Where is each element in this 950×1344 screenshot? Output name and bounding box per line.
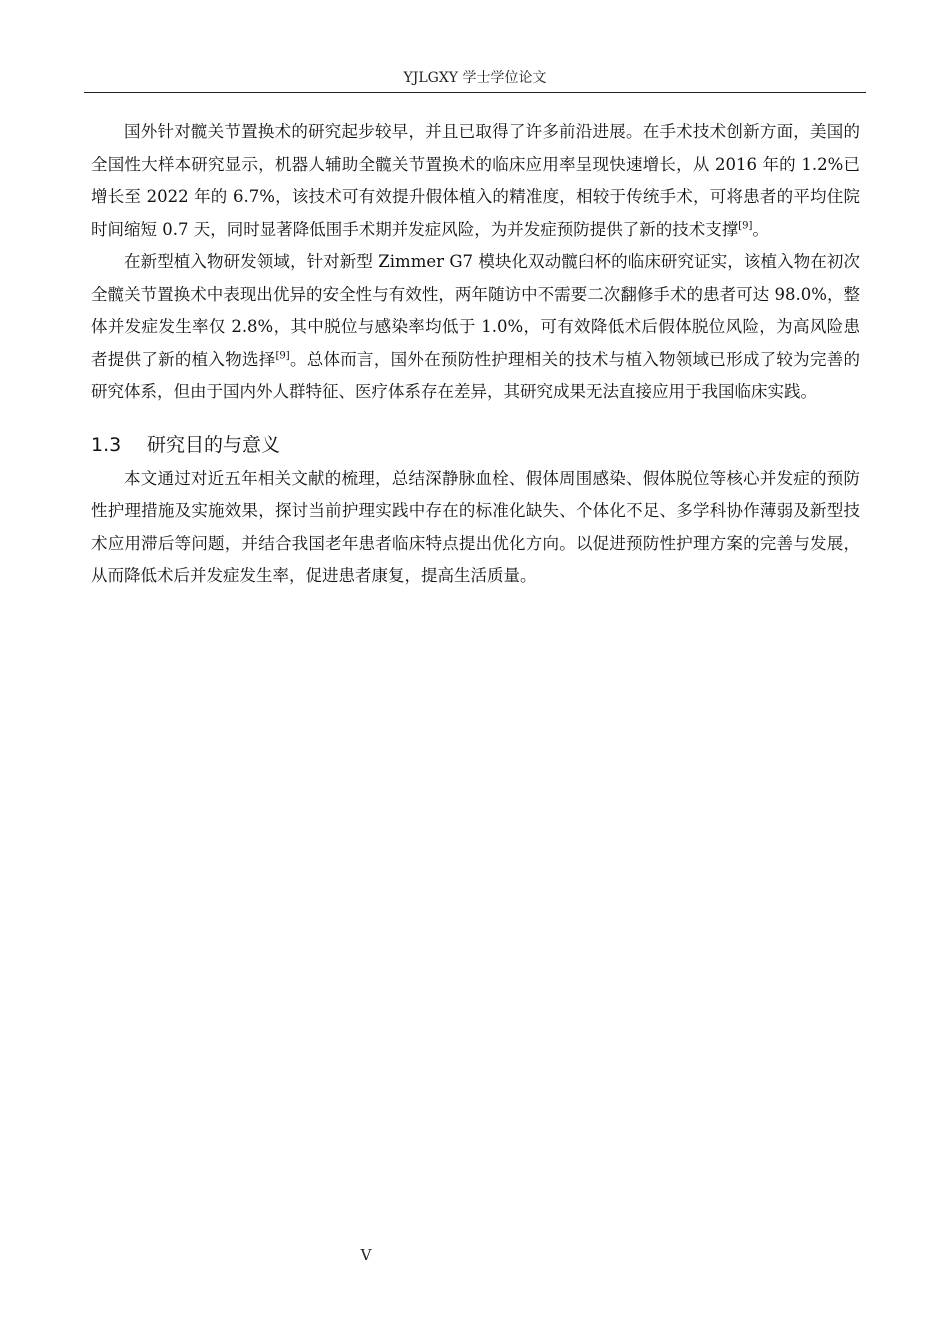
header-title: YJLGXY 学士学位论文	[403, 70, 547, 86]
paragraph-tail: 。总体而言，国外在预防性护理相关的技术与植入物领域已形成了较为完善的研究体系，但由于国内外人群特征、医疗体系存在差异，其研究成果无法直接应用于我国临床实践。	[91, 349, 861, 401]
page-header	[84, 70, 866, 93]
paragraph-text: 国外针对髋关节置换术的研究起步较早，并且已取得了许多前沿进展。在手术技术创新方面，美国的全国性大样本研究显示，机器人辅助全髋关节置换术的临床应用率呈现快速增长，从 2016 年的 1.2%已增长至 2022 年的 6.7%，该技术可有效提升假体植入的精准度，相较于传统手术，可将患者的平均住院时间缩短 0.7 天，同时显著降低围手术期并发症风险，为并发症预防提供了新的技术支撑	[91, 122, 860, 239]
paragraph-tail: 。	[752, 219, 769, 239]
citation-marker: [9]	[275, 350, 290, 361]
page-footer	[0, 1246, 950, 1264]
paragraph-research-purpose	[91, 463, 860, 593]
page-number: V	[360, 1246, 372, 1264]
section-heading	[91, 430, 860, 460]
paragraph-implant-research	[91, 246, 860, 409]
page-body	[91, 116, 860, 593]
section-number: 1.3	[91, 433, 122, 456]
paragraph-text: 在新型植入物研发领域，针对新型 Zimmer G7 模块化双动髋臼杯的临床研究证实，该植入物在初次全髋关节置换术中表现出优异的安全性与有效性，两年随访中不需要二次翻修手术的患者可达 98.0%，整体并发症发生率仅 2.8%，其中脱位与感染率均低于 1.0%，可有效降低术后假体脱位风险，为高风险患者提供了新的植入物选择	[91, 252, 860, 369]
citation-marker: [9]	[738, 220, 753, 231]
section-title: 研究目的与意义	[147, 433, 281, 456]
paragraph-foreign-research	[91, 116, 860, 246]
paragraph-text: 本文通过对近五年相关文献的梳理，总结深静脉血栓、假体周围感染、假体脱位等核心并发症的预防性护理措施及实施效果，探讨当前护理实践中存在的标准化缺失、个体化不足、多学科协作薄弱及新型技术应用滞后等问题，并结合我国老年患者临床特点提出优化方向。以促进预防性护理方案的完善与发展，从而降低术后并发症发生率，促进患者康复，提高生活质量。	[91, 468, 860, 585]
